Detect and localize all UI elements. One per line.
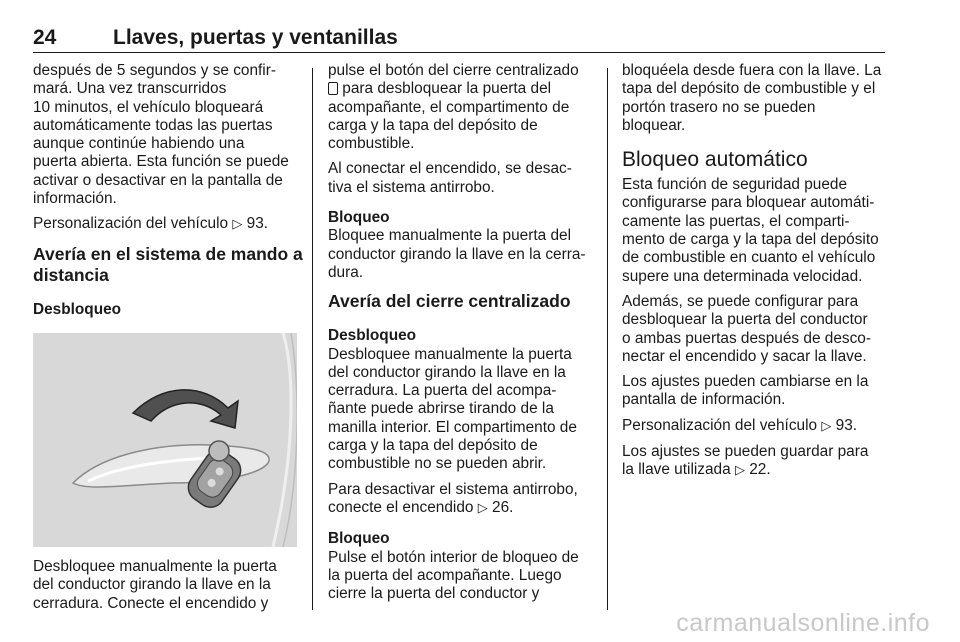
section-heading-automatic-lock: Bloqueo automático (622, 148, 808, 172)
paragraph-lock-with-key (622, 62, 890, 135)
text-line: activar o desactivar en la pantalla de (33, 171, 283, 189)
header-divider (33, 52, 885, 53)
text-line: Desbloquee manualmente la puerta (33, 557, 277, 575)
text-line: Los ajustes pueden cambiarse en la (622, 373, 869, 391)
text-line: camente las puertas, el comparti- (622, 212, 850, 230)
paragraph-personalization-ref (622, 417, 890, 436)
text-line: después de 5 segundos y se confir- (33, 62, 276, 79)
chapter-title: Llaves, puertas y ventanillas (113, 26, 398, 49)
text-line: información. (33, 190, 117, 208)
text-line: o ambas puertas después de desco- (622, 329, 871, 347)
text-line: ñante puede abrirse tirando de la (328, 400, 554, 418)
heading-line: Avería en el sistema de mando a (33, 243, 303, 264)
text-line: dura. (328, 263, 364, 281)
text-line: 10 minutos, el vehículo bloqueará (33, 98, 264, 116)
heading-line: distancia (33, 264, 109, 285)
text-line: la puerta del acompañante. Luego (328, 566, 562, 584)
text-line: combustible no se pueden abrir. (328, 455, 547, 473)
text-line: cerradura. La puerta del acompa- (328, 382, 557, 400)
text-line: Además, se puede configurar para (622, 292, 859, 310)
text-line: supere una determinada velocidad. (622, 267, 863, 285)
ref-text: conecte el encendido (328, 498, 474, 516)
page-ref-arrow-icon: ▷ (232, 217, 243, 233)
ref-text: Personalización del vehículo (33, 215, 229, 233)
watermark: carmanualsonline.info (676, 609, 930, 637)
text-line: nectar el encendido y sacar la llave. (622, 347, 867, 365)
text-line: Esta función de seguridad puede (622, 176, 848, 194)
page-ref-link[interactable]: 93. (242, 215, 269, 233)
text-line: Bloquee manualmente la puerta del (328, 227, 571, 245)
text-line: mará. Una vez transcurridos (33, 80, 227, 98)
text-line: desbloquear la puerta del conductor (622, 311, 868, 329)
ref-text: Personalización del vehículo (622, 416, 818, 434)
text-line: del conductor girando la llave en la (328, 363, 566, 381)
text-line: de combustible en cuanto el vehículo (622, 249, 876, 267)
text-line: carga y la tapa del depósito de (328, 437, 538, 455)
text-line (328, 80, 596, 98)
central-lock-button-icon (328, 82, 338, 95)
paragraph-antitheft (328, 160, 596, 197)
text-line: pantalla de información. (622, 391, 786, 409)
key-in-door-lock-illustration (33, 333, 297, 547)
text-line (328, 499, 596, 518)
paragraph-deactivate-antitheft (328, 481, 596, 519)
subheading-unlock: Desbloqueo (328, 327, 417, 345)
paragraph-intro (33, 62, 301, 208)
paragraph-personalization-ref (33, 215, 301, 234)
paragraph-manual-lock (328, 227, 596, 282)
page-ref-link[interactable]: 93. (831, 416, 858, 434)
ref-text: la llave utilizada (622, 461, 731, 479)
text-line: manilla interior. El compartimento de (328, 418, 577, 436)
text-line: automáticamente todas las puertas (33, 116, 273, 134)
text-line: combustible. (328, 135, 415, 153)
text-line: configurarse para bloquear automáti- (622, 194, 875, 212)
subheading-unlock: Desbloqueo (33, 300, 122, 318)
column-2 (328, 62, 596, 610)
paragraph-auto-lock-desc (622, 176, 890, 286)
text-line: pulse el botón del cierre centralizado (328, 62, 579, 79)
text-line: mento de carga y la tapa del depósito (622, 231, 879, 249)
text-line: tapa del depósito de combustible y el (622, 80, 876, 98)
text-line: cierre la puerta del conductor y (328, 585, 540, 603)
text-line: portón trasero no se pueden (622, 98, 816, 116)
paragraph-passenger-lock (328, 549, 596, 604)
page-ref-arrow-icon: ▷ (477, 500, 488, 516)
subheading-lock: Bloqueo (328, 209, 390, 227)
text-line: Desbloquee manualmente la puerta (328, 345, 572, 363)
page-header (33, 26, 885, 54)
section-heading-remote-failure (33, 244, 301, 286)
paragraph-central-lock (328, 62, 596, 153)
text-line: puerta abierta. Esta función se puede (33, 153, 289, 171)
page-ref-link[interactable]: 26. (487, 498, 514, 516)
text-line: Los ajustes se pueden guardar para (622, 443, 869, 461)
key-door-handle-drawing (33, 333, 297, 547)
paragraph-settings-change (622, 373, 890, 410)
paragraph-save-settings (622, 443, 890, 481)
column-divider-2 (607, 68, 608, 610)
figure-caption (33, 558, 301, 613)
page-number: 24 (33, 26, 57, 49)
text-line: bloquear. (622, 116, 686, 134)
text-line: conductor girando la llave en la cerra- (328, 245, 586, 263)
text-line (622, 461, 890, 480)
page-ref-arrow-icon: ▷ (821, 418, 832, 434)
text-line: acompañante, el compartimento de (328, 98, 570, 116)
column-divider-1 (312, 68, 313, 610)
text-line: tiva el sistema antirrobo. (328, 178, 495, 196)
paragraph-manual-unlock (328, 346, 596, 474)
text-line: Pulse el botón interior de bloqueo de (328, 548, 579, 566)
text-line: del conductor girando la llave en la (33, 576, 271, 594)
page-ref-link[interactable]: 22. (744, 461, 771, 479)
text-line: aunque continúe habiendo una (33, 135, 245, 153)
text-fragment: para desbloquear la puerta del (338, 80, 552, 98)
text-line: carga y la tapa del depósito de (328, 116, 538, 134)
paragraph-auto-unlock-desc (622, 293, 890, 366)
text-line: Para desactivar el sistema antirrobo, (328, 480, 578, 498)
text-line: bloquéela desde fuera con la llave. La (622, 62, 882, 79)
text-line: Al conectar el encendido, se desac- (328, 160, 572, 178)
page-ref-arrow-icon: ▷ (734, 463, 745, 479)
section-heading-central-lock-failure: Avería del cierre centralizado (328, 291, 571, 312)
subheading-lock: Bloqueo (328, 530, 390, 548)
column-1 (33, 62, 301, 620)
text-line: cerradura. Conecte el encendido y (33, 594, 269, 612)
column-3 (622, 62, 890, 488)
